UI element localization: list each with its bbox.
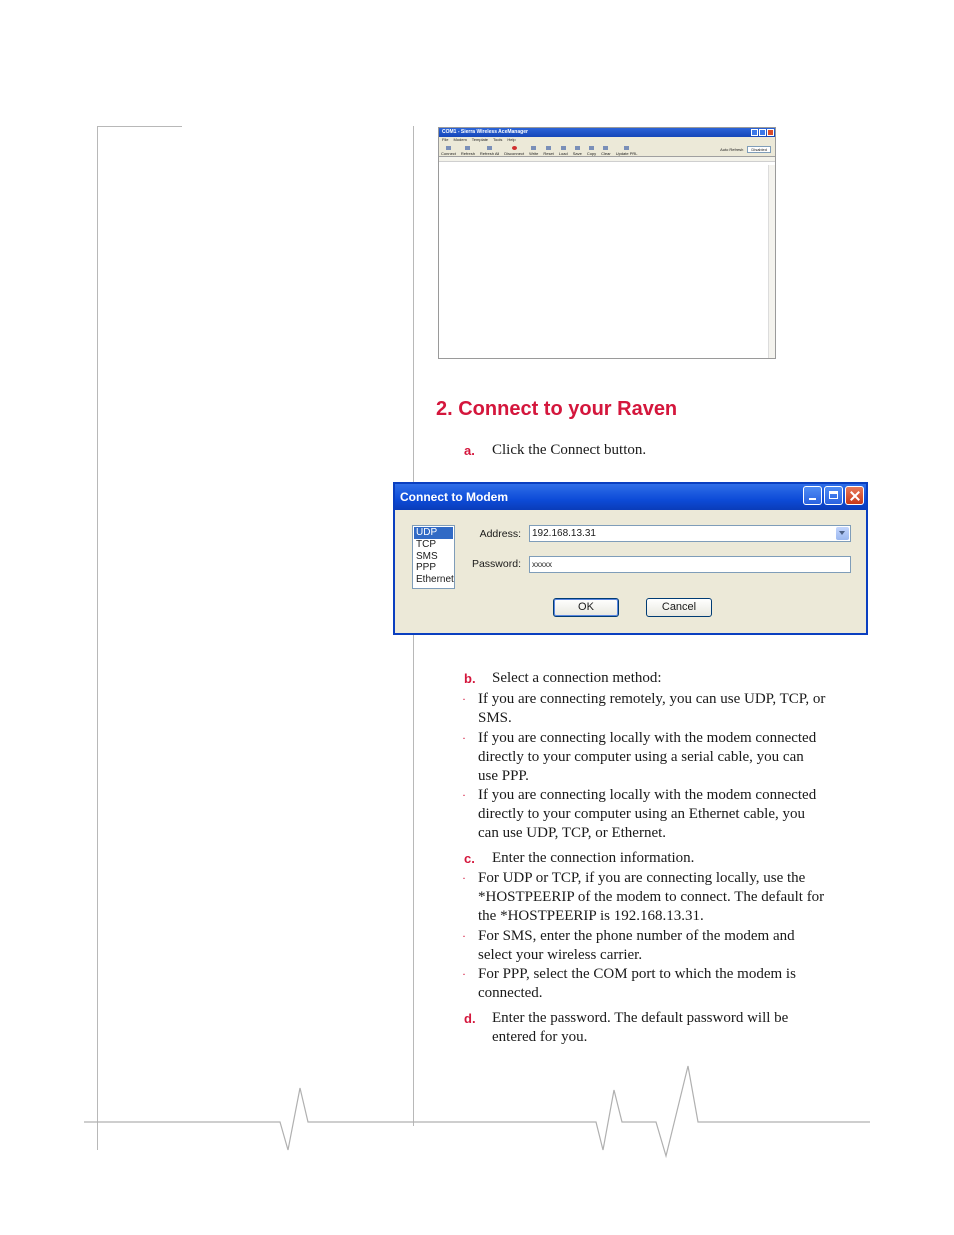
maximize-button[interactable] [824,486,843,505]
bullet-icon: · [462,929,466,943]
step-d-line: entered for you. [492,1029,588,1045]
dialog-title: Connect to Modem [400,490,508,504]
maximize-icon [759,129,766,136]
acemanager-scrollbar [768,165,775,358]
connect-icon [446,146,451,150]
acemanager-title-bar [439,128,775,137]
step-d-line: Enter the password. The default password will be [492,1010,789,1026]
bullet-line: select your wireless carrier. [478,947,643,963]
toolbar-connect: Connect [441,146,456,156]
minimize-button[interactable] [803,486,822,505]
method-option-ethernet[interactable]: Ethernet [416,574,454,586]
bullet-line: If you are connecting locally with the modem connected [478,730,817,746]
connection-method-list[interactable] [412,525,455,589]
bullet-line: directly to your computer using an Ethernet cable, you [478,806,805,822]
left-margin-top-rule [97,126,182,127]
password-label-wrap [465,558,521,572]
close-icon [767,129,774,136]
step-c-text: Enter the connection information. [492,850,695,866]
password-field[interactable] [529,556,851,573]
dialog-title-bar [395,484,866,510]
section-heading: 2. Connect to your Raven [436,398,678,420]
bullet-line: directly to your computer using a serial cable, you can [478,749,804,765]
dialog-window-controls [803,486,864,505]
write-icon [531,146,536,150]
acemanager-title: COM1 - Sierra Wireless AceManager [442,129,528,135]
menu-file: File [442,137,449,142]
address-value: 192.168.13.31 [532,528,596,539]
acemanager-toolbar [439,143,775,157]
bullet-line: SMS. [478,710,512,726]
toolbar-clear: Clear [601,146,611,156]
toolbar-write: Write [529,146,538,156]
step-a-text: Click the Connect button. [492,442,647,458]
method-option-udp[interactable]: UDP [414,527,453,539]
bullet-line: For SMS, enter the phone number of the modem and [478,928,795,944]
bullet-line: connected. [478,985,543,1001]
bullet-line: If you are connecting remotely, you can use UDP, TCP, or [478,691,826,707]
bullet-icon: · [462,731,466,745]
auto-refresh-label: Auto Refresh [720,147,744,152]
minimize-icon [751,129,758,136]
toolbar-refresh-all: Refresh All [480,146,499,156]
clear-icon [603,146,608,150]
bullet-line: If you are connecting locally with the modem connected [478,787,817,803]
copy-icon [589,146,594,150]
reset-icon [546,146,551,150]
ok-button[interactable]: OK [553,598,619,617]
step-b-letter: b. [464,671,476,686]
bullet-icon: · [462,871,466,885]
step-b-text: Select a connection method: [492,670,662,686]
menu-tools: Tools [493,137,503,142]
connect-to-modem-dialog [393,482,868,635]
toolbar-load: Load [559,146,568,156]
bullet-line: the *HOSTPEERIP is 192.168.13.31. [478,908,704,924]
step-a-letter: a. [464,443,475,458]
toolbar-copy: Copy [587,146,596,156]
method-option-tcp[interactable]: TCP [416,538,436,550]
password-label: Password: [471,558,521,570]
toolbar-reset: Reset [543,146,553,156]
auto-refresh-control [720,146,771,153]
toolbar-disconnect: Disconnect [504,146,524,156]
address-combobox[interactable] [529,525,851,542]
bullet-line: can use UDP, TCP, or Ethernet. [478,825,667,841]
menu-help: Help [507,137,516,142]
address-label: Address: [479,528,521,540]
bullet-line: use PPP. [478,768,529,784]
refresh-all-icon [487,146,492,150]
toolbar-update-prl: Update PRL [616,146,638,156]
acemanager-window-controls [751,129,774,136]
password-value: xxxxx [532,560,552,569]
method-option-sms[interactable]: SMS [416,550,438,562]
method-option-ppp[interactable]: PPP [416,562,437,574]
address-label-wrap [465,528,521,542]
cancel-button[interactable]: Cancel [646,598,712,617]
bullet-icon: · [462,788,466,802]
acemanager-subheader [439,157,775,162]
step-c-letter: c. [464,851,475,866]
load-icon [561,146,566,150]
disconnect-icon [512,146,517,150]
update-prl-icon [624,146,629,150]
close-button[interactable] [845,486,864,505]
toolbar-save: Save [573,146,582,156]
bullet-line: *HOSTPEERIP of the modem to connect. The default for [478,889,825,905]
refresh-icon [465,146,470,150]
menu-template: Template [471,137,489,142]
save-icon [575,146,580,150]
left-margin-vertical-rule [97,126,98,1150]
acemanager-screenshot [438,127,776,359]
bullet-line: For UDP or TCP, if you are connecting locally, use the [478,870,806,886]
bullet-icon: · [462,967,466,981]
step-d-letter: d. [464,1011,476,1026]
menu-modem: Modem [453,137,467,142]
toolbar-refresh: Refresh [461,146,475,156]
auto-refresh-select: Disabled [747,146,771,153]
bullet-line: For PPP, select the COM port to which the modem is [478,966,796,982]
bullet-icon: · [462,692,466,706]
chevron-down-icon[interactable] [836,527,849,540]
